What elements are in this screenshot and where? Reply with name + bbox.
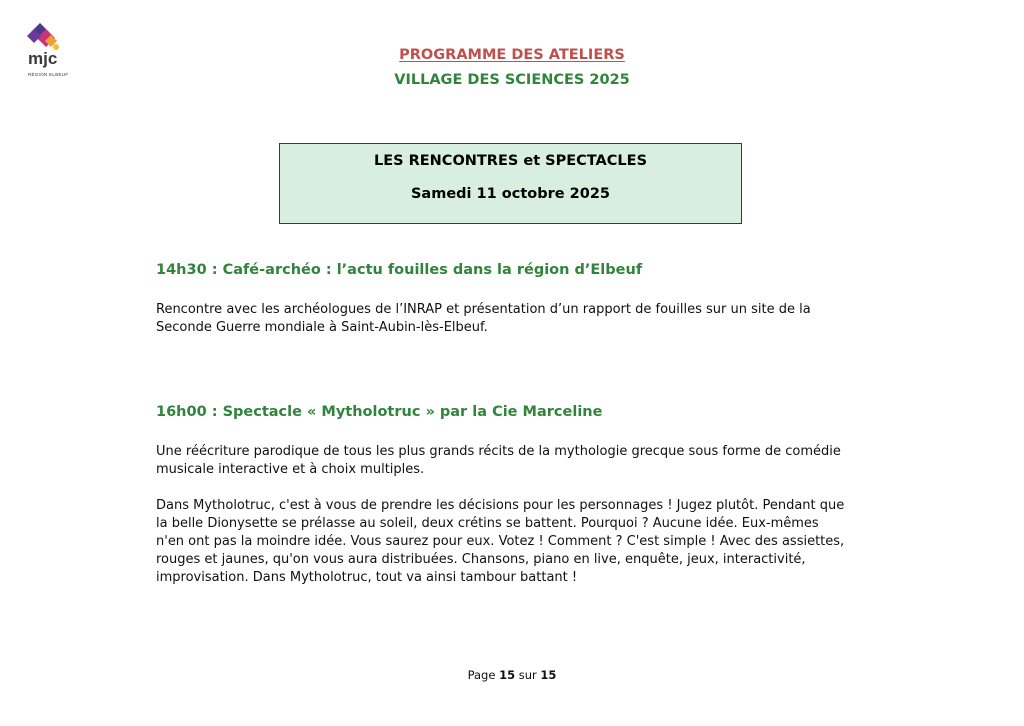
- document-title: [0, 46, 1024, 64]
- document-subtitle: VILLAGE DES SCIENCES 2025: [394, 72, 630, 88]
- banner-heading: LES RENCONTRES et SPECTACLES: [373, 153, 648, 169]
- footer-page-label: Page: [467, 668, 496, 682]
- section-paragraph-spectacle-intro: Une réécriture parodique de tous les plus grands récits de la mythologie grecque sous forme de comédie musicale interactive et à choix multiples.: [156, 444, 841, 477]
- section-heading-cafe-archeo: 14h30 : Café-archéo : l’actu fouilles dans la région d’Elbeuf: [156, 262, 643, 278]
- footer-total-pages: 15: [540, 668, 557, 682]
- section-paragraph-spectacle-details: Dans Mytholotruc, c'est à vous de prendre les décisions pour les personnages ! Jugez plutôt. Pendant que la belle Dionysette se prélasse au soleil, deux crétins se battent. Pourquoi ? Aucune idée. Eux-mêmes n'en ont pas la moindre idée. Vous saurez pour eux. Votez ! Comment ? C'est simple ! Avec des assiettes, rouges et jaunes, qu'on vous aura distribuées. Chansons, piano en live, enquête, jeux, interactivité, improvisation. Dans Mytholotruc, tout va ainsi tambour battant !: [156, 498, 845, 585]
- footer-separator: sur: [518, 668, 537, 682]
- section-paragraph-cafe-archeo: Rencontre avec les archéologues de l’INRAP et présentation d’un rapport de fouilles sur un site de la Seconde Guerre mondiale à Saint-Aubin-lès-Elbeuf.: [156, 302, 811, 335]
- document-title-text: PROGRAMME DES ATELIERS: [399, 47, 625, 63]
- logo-subtitle: RÉGION ELBEUF: [28, 72, 69, 77]
- logo-wordmark: mjc: [28, 49, 58, 68]
- page-footer: [0, 667, 1024, 683]
- footer-current-page: 15: [499, 668, 516, 682]
- date-banner: [279, 143, 742, 224]
- section-heading-spectacle: 16h00 : Spectacle « Mytholotruc » par la Cie Marceline: [156, 404, 603, 420]
- banner-date: Samedi 11 octobre 2025: [410, 186, 610, 202]
